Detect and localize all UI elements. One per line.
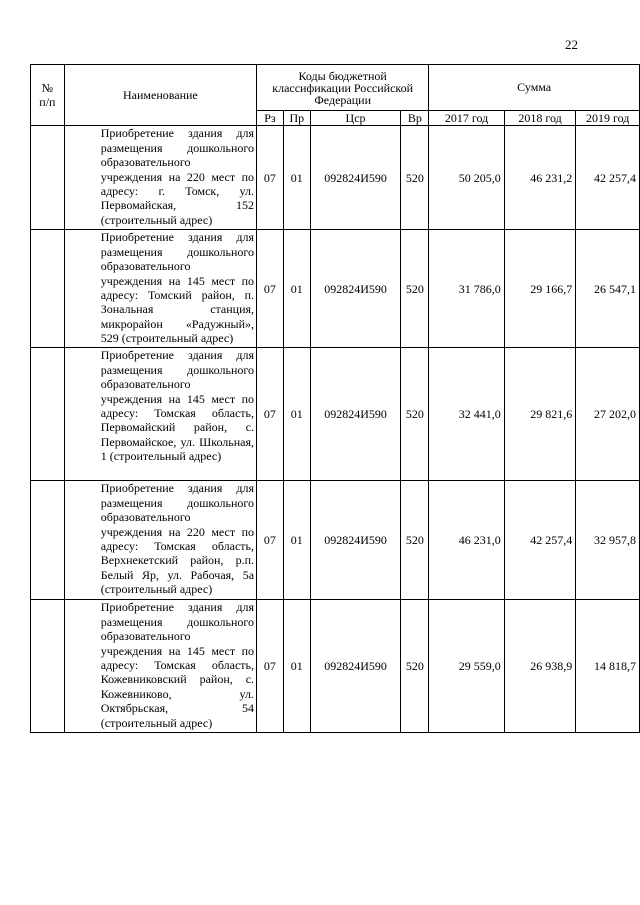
row-2018: 29 166,7 [504,230,576,348]
header-codes: Коды бюджетной классификации Российской Федерации [257,65,429,111]
header-rz: Рз [257,111,284,126]
row-rz: 07 [257,230,284,348]
header-num: № п/п [31,65,65,126]
row-2017: 29 559,0 [429,600,504,733]
header-2018: 2018 год [504,111,576,126]
row-pr: 01 [283,348,310,481]
row-name: Приобретение здания для размещения дошкольного образовательного учреждения на 145 мест по адресу: Томская область, Первомайский район, с. Первомайское, ул. Школьная, 1 (строительный адрес) [64,348,256,481]
row-vr: 520 [401,126,429,230]
row-2019: 14 818,7 [576,600,640,733]
row-vr: 520 [401,348,429,481]
table-row [31,600,640,733]
table-row [31,348,640,481]
row-pr: 01 [283,126,310,230]
row-name: Приобретение здания для размещения дошкольного образовательного учреждения на 145 мест по адресу: Томский район, п. Зональная станция, микрорайон «Радужный», 529 (строительный адрес) [64,230,256,348]
table-row [31,481,640,600]
row-csr: 092824И590 [310,481,401,600]
row-csr: 092824И590 [310,348,401,481]
row-2017: 46 231,0 [429,481,504,600]
budget-table [30,64,640,733]
row-num [31,348,65,481]
row-vr: 520 [401,230,429,348]
row-num [31,126,65,230]
row-vr: 520 [401,481,429,600]
row-num [31,600,65,733]
header-sum: Сумма [429,65,640,111]
header-2017: 2017 год [429,111,504,126]
row-vr: 520 [401,600,429,733]
header-vr: Вр [401,111,429,126]
row-pr: 01 [283,230,310,348]
row-csr: 092824И590 [310,600,401,733]
row-2019: 27 202,0 [576,348,640,481]
row-2018: 42 257,4 [504,481,576,600]
row-rz: 07 [257,126,284,230]
table-row [31,126,640,230]
header-2019: 2019 год [576,111,640,126]
row-2018: 29 821,6 [504,348,576,481]
header-csr: Цср [310,111,401,126]
row-2018: 26 938,9 [504,600,576,733]
row-name: Приобретение здания для размещения дошкольного образовательного учреждения на 220 мест по адресу: Томская область, Верхнекетский район, р.п. Белый Яр, ул. Рабочая, 5а (строительный адрес) [64,481,256,600]
header-pr: Пр [283,111,310,126]
row-rz: 07 [257,600,284,733]
row-name: Приобретение здания для размещения дошкольного образовательного учреждения на 220 мест по адресу: г. Томск, ул. Первомайская, 152 (строительный адрес) [64,126,256,230]
row-num [31,481,65,600]
page-number: 22 [565,37,578,52]
row-2019: 42 257,4 [576,126,640,230]
row-name: Приобретение здания для размещения дошкольного образовательного учреждения на 145 мест по адресу: Томская область, Кожевниковский район, с. Кожевниково, ул. Октябрьская, 54 (строительный адрес) [64,600,256,733]
row-rz: 07 [257,348,284,481]
table-row [31,230,640,348]
row-2017: 31 786,0 [429,230,504,348]
row-csr: 092824И590 [310,230,401,348]
row-2019: 26 547,1 [576,230,640,348]
row-pr: 01 [283,481,310,600]
row-2017: 32 441,0 [429,348,504,481]
row-csr: 092824И590 [310,126,401,230]
row-2019: 32 957,8 [576,481,640,600]
row-num [31,230,65,348]
row-pr: 01 [283,600,310,733]
row-2018: 46 231,2 [504,126,576,230]
row-2017: 50 205,0 [429,126,504,230]
row-rz: 07 [257,481,284,600]
header-name: Наименование [64,65,256,126]
